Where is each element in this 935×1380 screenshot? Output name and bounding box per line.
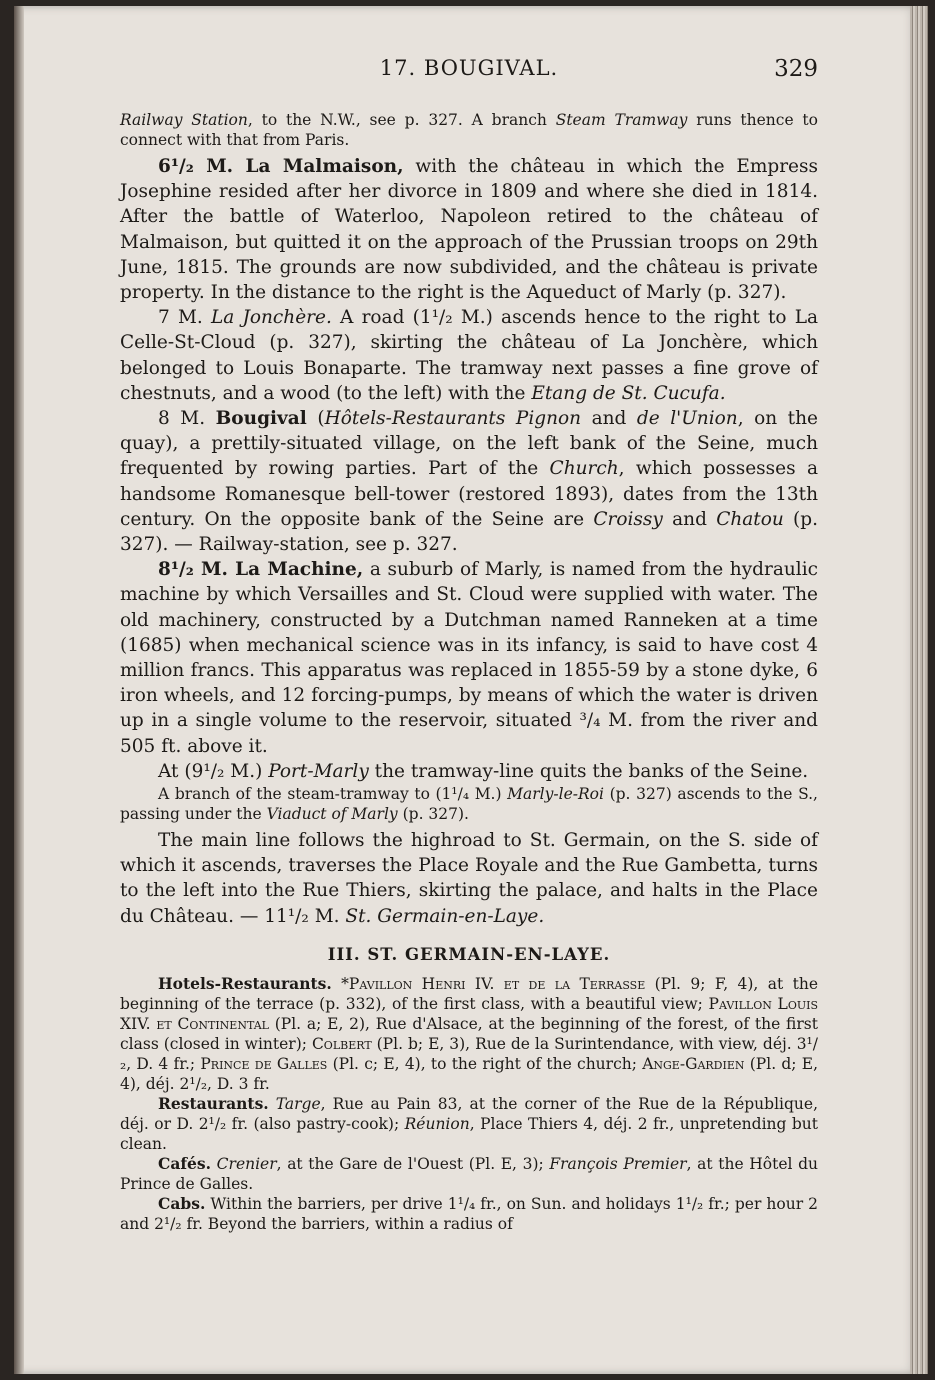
text-run: (p. 327). [397,805,469,824]
page-gutter [14,6,24,1374]
text-run: , Place Thiers 4, déj. 2 fr., unpretending but clean. [120,1114,819,1153]
text-run: (Pl. 9; F, 4), at the beginning of the terrace (p. 332), of the first class, with a beautiful view; [120,974,818,1013]
text-run: (Pl. b; E, 3), Rue de la Surintendance, with view, déj. 3¹/₂, D. 4 fr.; [120,1034,818,1073]
italic-text: Marly-le-Roi [507,785,604,804]
italic-text: Réunion [404,1114,470,1133]
paragraph-port-marly [120,759,818,784]
italic-text: Chatou [716,508,784,530]
italic-text: St. Germain-en-Laye. [345,905,545,927]
paragraph-la-malmaison [120,154,818,305]
italic-text: Port-Marly [268,760,369,782]
bold-text: Bougival [215,408,307,430]
page-edge [910,6,928,1374]
bold-text: Cafés. [158,1153,212,1173]
paragraph-railway-station [120,110,818,150]
italic-text: Croissy [593,508,663,530]
hotel-name: Ange-Gardien [642,1054,745,1073]
text-run: (p. 327). — Railway-station, see p. 327. [120,508,818,556]
page-header [120,56,818,88]
bold-text: Restaurants. [158,1093,269,1113]
text-run: and [581,408,637,430]
bold-text: Cabs. [158,1193,206,1213]
text-run: , at the Hôtel du Prince de Galles. [120,1154,818,1193]
text-run: Within the barriers, per drive 1¹/₄ fr., on Sun. and holidays 1¹/₂ fr.; per hour 2 and 2¹/₂ fr. Beyond the barriers, within a radius of [120,1194,818,1233]
paragraph-marly-branch [120,784,818,824]
italic-text: Church [549,458,619,480]
bold-text: Hotels-Restaurants. [158,973,332,993]
text-run: , at the Gare de l'Ouest (Pl. E, 3); [276,1154,550,1173]
paragraph-la-machine [120,557,818,759]
paragraph-cafes [120,1154,818,1194]
text-run: with the château in which the Empress Josephine resided after her divorce in 1809 and where she died in 1814. After the battle of Waterloo, Napoleon retired to the château of Malmaison, but quitted it on the approach of the Prussian troops on 29th June, 1815. The grounds are now subdivided, and the château is private property. In the distance to the right is the Aqueduct of Marly (p. 327). [120,156,818,304]
paragraph-hotels [120,974,818,1094]
paragraph-cabs [120,1194,818,1234]
text-run: ( [306,408,325,430]
text-run: and [662,508,717,530]
text-run: the tramway-line quits the banks of the Seine. [368,760,809,782]
section-heading: III. ST. GERMAIN-EN-LAYE. [327,944,611,964]
text-run: , Rue au Pain 83, at the corner of the Rue de la République, déj. or D. 2¹/₂ fr. (also pastry-cook); [120,1094,818,1133]
text-run: (p. 327) ascends to the S., passing under the [120,785,818,824]
italic-text: Viaduct of Marly [266,805,398,824]
hotel-name: Prince de Galles [200,1054,328,1073]
text-run: , to the N.W., see p. 327. A branch [247,111,556,129]
italic-text: Targe [268,1094,321,1113]
text-run: , which possesses a handsome Romanesque bell-tower (restored 1893), dates from the 13th century. On the opposite bank of the Seine are [120,458,819,530]
text-run: , on the quay), a prettily-situated village, on the left bank of the Seine, much frequented by rowing parties. Part of the [120,408,818,480]
bold-text: 8¹/₂ M. La Machine, [158,559,364,581]
italic-text: La Jonchère. [210,307,332,329]
paragraph-main-line [120,828,818,929]
italic-text: Hôtels-Restaurants Pignon [324,408,582,430]
text-run: At (9¹/₂ M.) [158,760,269,782]
text-run: The main line follows the highroad to St. Germain, on the S. side of which it ascends, traverses the Place Royale and the Rue Gambetta, turns to the left into the Rue Thiers, skirting the palace, and halts in the Place du Château. — 11¹/₂ M. [120,830,818,927]
italic-text: Crenier [211,1154,277,1173]
running-head: 17. BOUGIVAL. [379,56,559,80]
hotel-name: Pavillon Henri IV. et de la Terrasse [348,974,646,993]
text-run: * [331,974,349,993]
italic-text: Etang de St. Cucufa. [531,382,726,404]
text-run: runs thence to connect with that from Paris. [120,111,818,149]
page-number: 329 [774,56,818,82]
italic-text: Steam Tramway [555,111,688,129]
text-run: a suburb of Marly, is named from the hydraulic machine by which Versailles and St. Cloud were supplied with water. The old machinery, constructed by a Dutchman named Ranneken at a time (1685) when mechanical science was in its infancy, is said to have cost 4 million francs. This apparatus was replaced in 1855-59 by a stone dyke, 6 iron wheels, and 12 forcing-pumps, by means of which the water is driven up in a single volume to the reservoir, situated ³/₄ M. from the river and 505 ft. above it. [120,559,818,757]
text-run: A branch of the steam-tramway to (1¹/₄ M.) [158,785,508,804]
text-run: 7 M. [158,307,211,329]
bold-text: 6¹/₂ M. La Malmaison, [158,156,404,177]
paragraph-restaurants [120,1094,818,1154]
italic-text: de l'Union [636,408,738,430]
italic-text: François Premier [549,1154,687,1173]
italic-text: Railway Station [120,111,248,129]
paragraph-bougival [120,406,818,557]
text-run: A road (1¹/₂ M.) ascends hence to the right to La Celle-St-Cloud (p. 327), skirting the château of La Jonchère, which belonged to Louis Bonaparte. The tramway next passes a fine grove of chestnuts, and a wood (to the left) with the [120,307,819,404]
hotel-name: Pavillon Louis XIV. et Continental [120,994,818,1033]
paragraph-la-jonchere [120,305,818,406]
text-run: (Pl. c; E, 4), to the right of the church; [327,1054,643,1073]
text-run: (Pl. d; E, 4), déj. 2¹/₂, D. 3 fr. [120,1054,818,1093]
hotel-name: Colbert [311,1034,372,1053]
text-run: 8 M. [158,408,216,430]
text-run: (Pl. a; E, 2), Rue d'Alsace, at the beginning of the forest, of the first class (closed in winter); [120,1014,818,1053]
page-body [120,110,818,1234]
